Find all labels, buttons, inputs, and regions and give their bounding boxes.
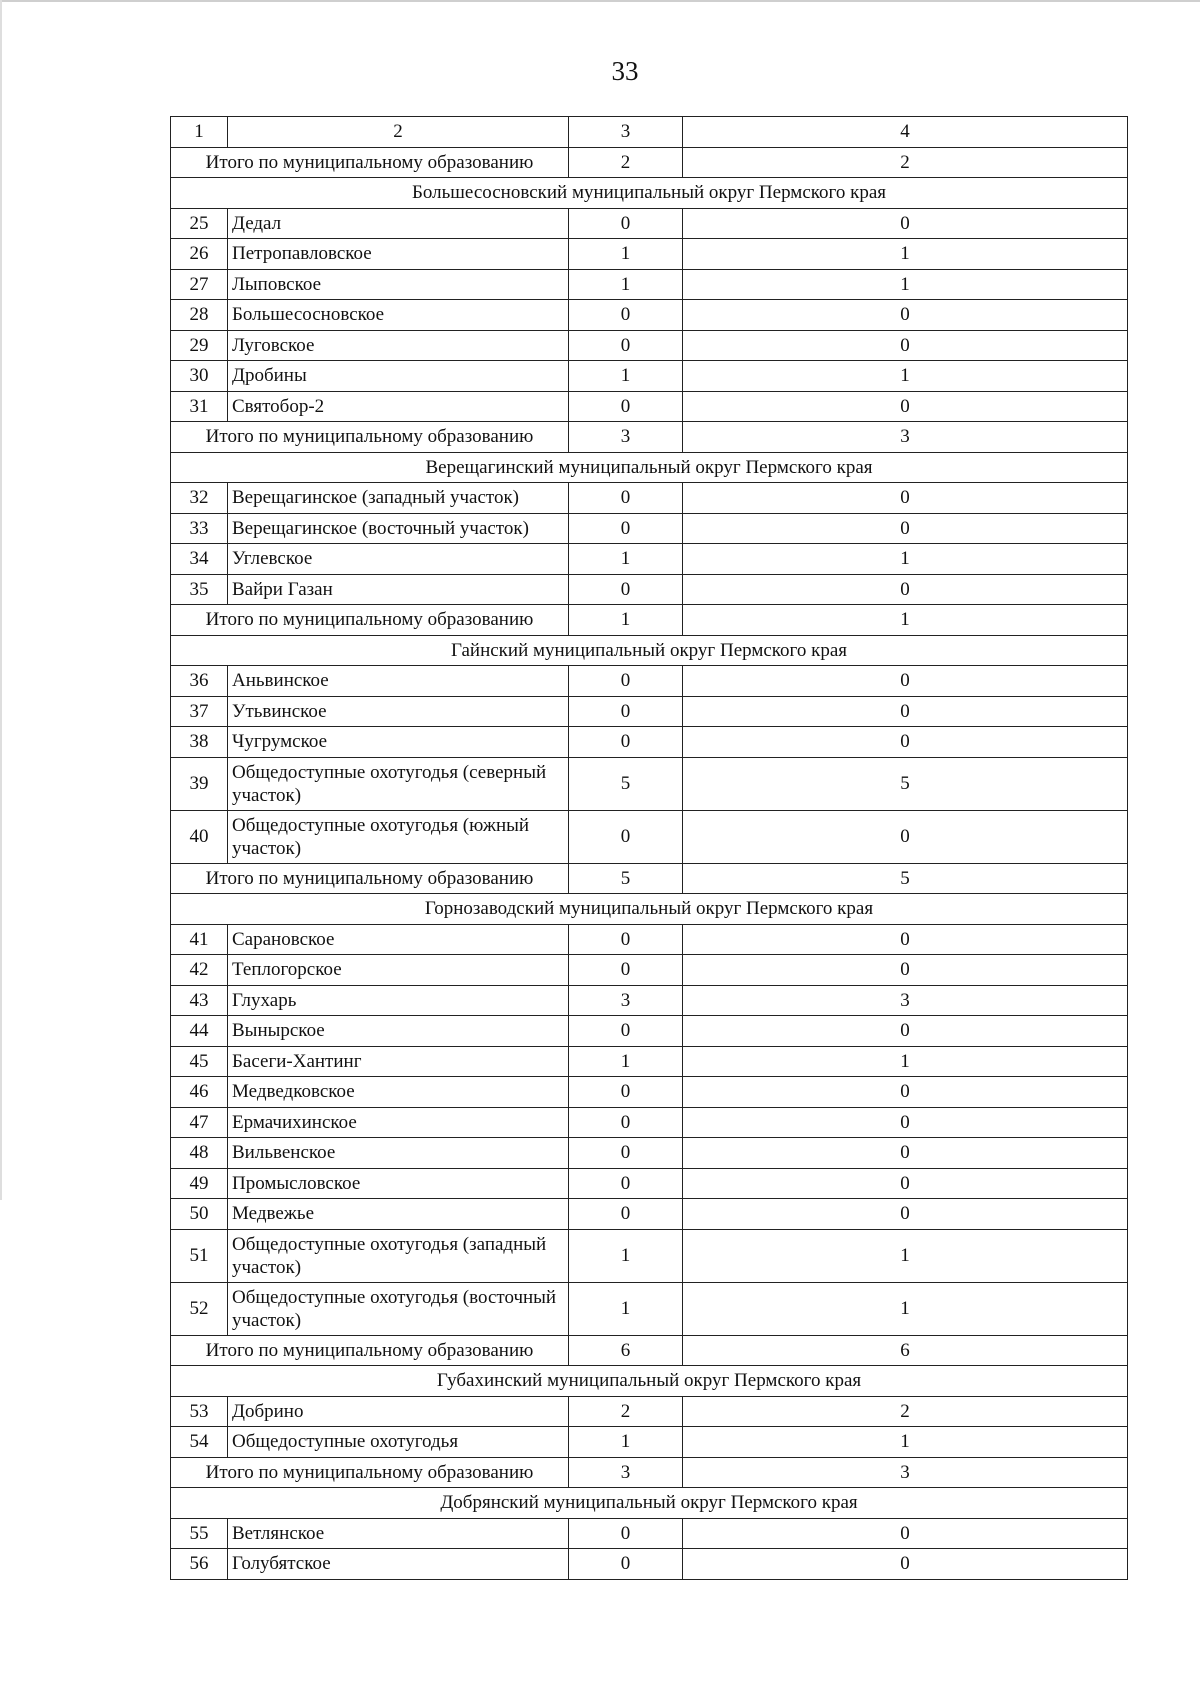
row-col-4: 0	[683, 1016, 1128, 1047]
subtotal-row	[171, 1457, 1128, 1488]
row-col-3: 1	[569, 239, 683, 270]
row-col-4: 0	[683, 1199, 1128, 1230]
row-col-3: 1	[569, 269, 683, 300]
row-number: 48	[171, 1138, 228, 1169]
row-col-3: 0	[569, 1518, 683, 1549]
table-row	[171, 483, 1128, 514]
row-number: 25	[171, 208, 228, 239]
subtotal-col-3: 2	[569, 147, 683, 178]
row-col-3: 0	[569, 1168, 683, 1199]
subtotal-row	[171, 605, 1128, 636]
header-col-1: 1	[171, 117, 228, 148]
row-col-4: 0	[683, 1138, 1128, 1169]
row-number: 52	[171, 1282, 228, 1335]
row-col-3: 1	[569, 1427, 683, 1458]
table-row	[171, 1138, 1128, 1169]
hunting-ground-name: Верещагинское (западный участок)	[228, 483, 569, 514]
table-row	[171, 1168, 1128, 1199]
subtotal-label: Итого по муниципальному образованию	[171, 1335, 569, 1366]
row-col-3: 1	[569, 544, 683, 575]
table-row	[171, 239, 1128, 270]
row-col-4: 5	[683, 757, 1128, 810]
table-row	[171, 300, 1128, 331]
table-row	[171, 574, 1128, 605]
section-header-row	[171, 894, 1128, 925]
table-row	[171, 727, 1128, 758]
row-col-3: 0	[569, 955, 683, 986]
subtotal-row	[171, 863, 1128, 894]
row-number: 44	[171, 1016, 228, 1047]
row-number: 27	[171, 269, 228, 300]
row-number: 53	[171, 1396, 228, 1427]
row-number: 26	[171, 239, 228, 270]
row-number: 32	[171, 483, 228, 514]
row-col-3: 0	[569, 513, 683, 544]
allocation-table	[170, 116, 1128, 1580]
table-row	[171, 361, 1128, 392]
section-title: Губахинский муниципальный округ Пермского края	[171, 1366, 1128, 1397]
row-col-3: 0	[569, 1107, 683, 1138]
row-number: 41	[171, 924, 228, 955]
hunting-ground-name: Большесосновское	[228, 300, 569, 331]
hunting-ground-name: Ермачихинское	[228, 1107, 569, 1138]
hunting-ground-name: Утьвинское	[228, 696, 569, 727]
row-col-4: 0	[683, 1168, 1128, 1199]
row-number: 37	[171, 696, 228, 727]
row-col-4: 0	[683, 330, 1128, 361]
subtotal-col-3: 6	[569, 1335, 683, 1366]
row-col-3: 5	[569, 757, 683, 810]
row-col-4: 2	[683, 1396, 1128, 1427]
hunting-ground-name: Святобор-2	[228, 391, 569, 422]
row-col-4: 0	[683, 666, 1128, 697]
header-col-2: 2	[228, 117, 569, 148]
row-number: 38	[171, 727, 228, 758]
row-col-3: 0	[569, 1549, 683, 1580]
row-number: 29	[171, 330, 228, 361]
row-col-3: 0	[569, 1138, 683, 1169]
row-col-4: 0	[683, 810, 1128, 863]
row-number: 50	[171, 1199, 228, 1230]
subtotal-col-4: 2	[683, 147, 1128, 178]
row-number: 28	[171, 300, 228, 331]
row-col-3: 1	[569, 1282, 683, 1335]
table-row	[171, 1107, 1128, 1138]
table-row	[171, 208, 1128, 239]
scan-left-edge	[0, 0, 2, 1200]
row-number: 43	[171, 985, 228, 1016]
row-col-4: 1	[683, 544, 1128, 575]
row-col-4: 0	[683, 513, 1128, 544]
row-col-4: 3	[683, 985, 1128, 1016]
row-col-3: 0	[569, 1199, 683, 1230]
hunting-ground-name: Лыповское	[228, 269, 569, 300]
row-col-4: 0	[683, 1549, 1128, 1580]
subtotal-row	[171, 147, 1128, 178]
row-col-3: 1	[569, 1046, 683, 1077]
row-col-4: 0	[683, 300, 1128, 331]
row-number: 45	[171, 1046, 228, 1077]
hunting-ground-name: Дедал	[228, 208, 569, 239]
header-col-4: 4	[683, 117, 1128, 148]
row-number: 56	[171, 1549, 228, 1580]
hunting-ground-name: Общедоступные охотугодья (восточный участок)	[228, 1282, 569, 1335]
table-row	[171, 1282, 1128, 1335]
subtotal-col-4: 5	[683, 863, 1128, 894]
row-col-4: 1	[683, 361, 1128, 392]
section-title: Гайнский муниципальный округ Пермского края	[171, 635, 1128, 666]
row-col-4: 0	[683, 1518, 1128, 1549]
row-col-3: 0	[569, 666, 683, 697]
table-row	[171, 513, 1128, 544]
hunting-ground-name: Чугрумское	[228, 727, 569, 758]
header-col-3: 3	[569, 117, 683, 148]
section-title: Верещагинский муниципальный округ Пермского края	[171, 452, 1128, 483]
table-row	[171, 810, 1128, 863]
row-col-4: 1	[683, 239, 1128, 270]
subtotal-row	[171, 422, 1128, 453]
row-col-4: 1	[683, 1427, 1128, 1458]
hunting-ground-name: Добрино	[228, 1396, 569, 1427]
section-header-row	[171, 635, 1128, 666]
row-col-3: 0	[569, 727, 683, 758]
row-col-3: 0	[569, 300, 683, 331]
row-col-4: 0	[683, 208, 1128, 239]
row-number: 42	[171, 955, 228, 986]
hunting-ground-name: Вайри Газан	[228, 574, 569, 605]
row-number: 39	[171, 757, 228, 810]
row-number: 34	[171, 544, 228, 575]
hunting-ground-name: Углевское	[228, 544, 569, 575]
row-number: 47	[171, 1107, 228, 1138]
subtotal-label: Итого по муниципальному образованию	[171, 605, 569, 636]
section-header-row	[171, 452, 1128, 483]
table-row	[171, 1229, 1128, 1282]
row-number: 51	[171, 1229, 228, 1282]
row-col-3: 0	[569, 391, 683, 422]
hunting-ground-name: Басеги-Хантинг	[228, 1046, 569, 1077]
row-col-3: 2	[569, 1396, 683, 1427]
section-header-row	[171, 1366, 1128, 1397]
subtotal-col-4: 6	[683, 1335, 1128, 1366]
section-header-row	[171, 178, 1128, 209]
row-col-3: 1	[569, 361, 683, 392]
row-number: 31	[171, 391, 228, 422]
table-row	[171, 1199, 1128, 1230]
row-col-3: 0	[569, 574, 683, 605]
subtotal-col-3: 3	[569, 1457, 683, 1488]
subtotal-col-4: 3	[683, 1457, 1128, 1488]
section-title: Горнозаводский муниципальный округ Пермского края	[171, 894, 1128, 925]
subtotal-col-4: 3	[683, 422, 1128, 453]
table-row	[171, 1046, 1128, 1077]
hunting-ground-name: Общедоступные охотугодья (южный участок)	[228, 810, 569, 863]
table-row	[171, 985, 1128, 1016]
row-col-4: 0	[683, 483, 1128, 514]
hunting-ground-name: Промысловское	[228, 1168, 569, 1199]
hunting-ground-name: Дробины	[228, 361, 569, 392]
hunting-ground-name: Глухарь	[228, 985, 569, 1016]
row-col-4: 0	[683, 727, 1128, 758]
row-col-4: 1	[683, 1046, 1128, 1077]
row-col-3: 0	[569, 810, 683, 863]
hunting-ground-name: Вынырское	[228, 1016, 569, 1047]
hunting-ground-name: Общедоступные охотугодья	[228, 1427, 569, 1458]
row-col-4: 0	[683, 696, 1128, 727]
table-row	[171, 1549, 1128, 1580]
row-number: 30	[171, 361, 228, 392]
table-body	[171, 117, 1128, 1580]
row-col-3: 0	[569, 483, 683, 514]
subtotal-label: Итого по муниципальному образованию	[171, 422, 569, 453]
subtotal-col-4: 1	[683, 605, 1128, 636]
subtotal-col-3: 1	[569, 605, 683, 636]
hunting-ground-name: Общедоступные охотугодья (северный участок)	[228, 757, 569, 810]
hunting-ground-name: Вильвенское	[228, 1138, 569, 1169]
row-col-3: 0	[569, 924, 683, 955]
hunting-ground-name: Ветлянское	[228, 1518, 569, 1549]
row-col-3: 1	[569, 1229, 683, 1282]
hunting-ground-name: Верещагинское (восточный участок)	[228, 513, 569, 544]
row-col-4: 0	[683, 574, 1128, 605]
table-row	[171, 1016, 1128, 1047]
row-col-4: 0	[683, 1077, 1128, 1108]
hunting-ground-name: Сарановское	[228, 924, 569, 955]
table-row	[171, 757, 1128, 810]
row-col-3: 3	[569, 985, 683, 1016]
section-title: Большесосновский муниципальный округ Пермского края	[171, 178, 1128, 209]
row-col-4: 0	[683, 924, 1128, 955]
row-number: 46	[171, 1077, 228, 1108]
row-number: 40	[171, 810, 228, 863]
row-col-4: 1	[683, 1229, 1128, 1282]
hunting-ground-name: Голубятское	[228, 1549, 569, 1580]
row-col-3: 0	[569, 1016, 683, 1047]
table-header-row	[171, 117, 1128, 148]
subtotal-label: Итого по муниципальному образованию	[171, 863, 569, 894]
section-header-row	[171, 1488, 1128, 1519]
row-number: 36	[171, 666, 228, 697]
row-col-4: 0	[683, 391, 1128, 422]
table-row	[171, 269, 1128, 300]
hunting-ground-name: Петропавловское	[228, 239, 569, 270]
table-row	[171, 1518, 1128, 1549]
subtotal-col-3: 3	[569, 422, 683, 453]
row-col-4: 0	[683, 955, 1128, 986]
row-col-3: 0	[569, 696, 683, 727]
hunting-ground-name: Теплогорское	[228, 955, 569, 986]
row-number: 55	[171, 1518, 228, 1549]
row-col-4: 0	[683, 1107, 1128, 1138]
row-col-4: 1	[683, 269, 1128, 300]
hunting-ground-name: Медвежье	[228, 1199, 569, 1230]
row-number: 54	[171, 1427, 228, 1458]
row-number: 35	[171, 574, 228, 605]
subtotal-label: Итого по муниципальному образованию	[171, 1457, 569, 1488]
table-row	[171, 544, 1128, 575]
table-row	[171, 330, 1128, 361]
scan-top-edge	[0, 0, 1200, 2]
row-col-3: 0	[569, 1077, 683, 1108]
row-number: 33	[171, 513, 228, 544]
page-number: 33	[611, 56, 639, 86]
hunting-ground-name: Медведковское	[228, 1077, 569, 1108]
table-row	[171, 696, 1128, 727]
hunting-ground-name: Общедоступные охотугодья (западный участок)	[228, 1229, 569, 1282]
table-row	[171, 391, 1128, 422]
subtotal-col-3: 5	[569, 863, 683, 894]
hunting-ground-name: Аньвинское	[228, 666, 569, 697]
hunting-ground-name: Луговское	[228, 330, 569, 361]
table-row	[171, 955, 1128, 986]
table-row	[171, 1077, 1128, 1108]
subtotal-row	[171, 1335, 1128, 1366]
subtotal-label: Итого по муниципальному образованию	[171, 147, 569, 178]
table-row	[171, 924, 1128, 955]
table-row	[171, 1427, 1128, 1458]
row-col-3: 0	[569, 208, 683, 239]
section-title: Добрянский муниципальный округ Пермского края	[171, 1488, 1128, 1519]
row-col-4: 1	[683, 1282, 1128, 1335]
table-row	[171, 1396, 1128, 1427]
table-row	[171, 666, 1128, 697]
row-number: 49	[171, 1168, 228, 1199]
row-col-3: 0	[569, 330, 683, 361]
